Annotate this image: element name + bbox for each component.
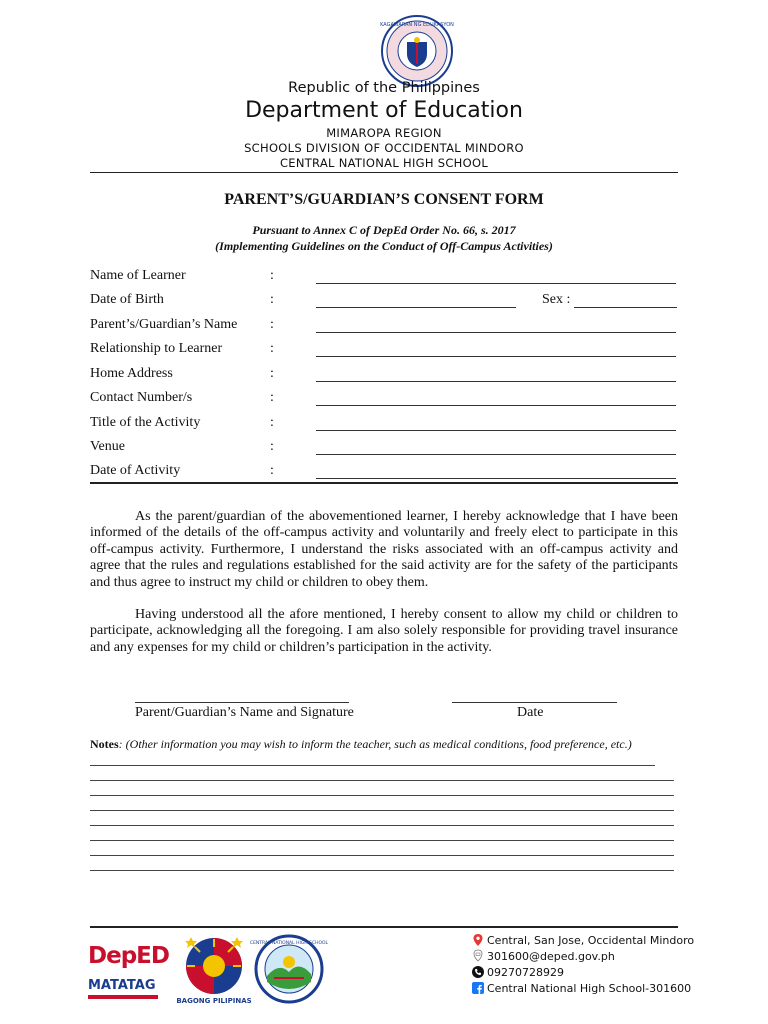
field-label-sex: Sex :: [542, 292, 571, 307]
notes-line[interactable]: [90, 810, 674, 811]
acknowledgement-paragraph: As the parent/guardian of the abovementioned learner, I hereby acknowledge that I have been informed of the details of the off-campus activity and voluntarily and freely elect to participate in this off-campus activity. Furthermore, I understand the risks associated with an off-campus activity and agree that the rules and regulations established for the said activity are for the safety of the participants and thus agree to instruct my child or children to obey them.: [90, 509, 678, 590]
date-line[interactable]: [452, 702, 617, 703]
field-label-guardian-name: Parent’s/Guardian’s Name: [90, 317, 238, 332]
republic-heading: Republic of the Philippines: [288, 80, 480, 96]
matatag-underline: [88, 995, 158, 999]
footer-divider: [90, 926, 678, 928]
contact-address: [472, 934, 694, 947]
bagong-pilipinas-text: BAGONG PILIPINAS: [176, 997, 252, 1005]
field-colon: :: [270, 415, 274, 430]
phone-text[interactable]: 09270728929: [487, 966, 564, 979]
notes-heading: [90, 737, 632, 752]
guardian-name-field[interactable]: [316, 332, 676, 333]
notes-line[interactable]: [90, 765, 655, 766]
field-label-contact-number: Contact Number/s: [90, 390, 193, 405]
field-colon: :: [270, 317, 274, 332]
notes-line[interactable]: [90, 795, 674, 796]
field-colon: :: [270, 292, 274, 307]
notes-line[interactable]: [90, 870, 674, 871]
signature-label: Parent/Guardian’s Name and Signature: [135, 705, 354, 720]
consent-paragraph: Having understood all the afore mentioned, I hereby consent to allow my child or children to participate, acknowledging all the foregoing. I am also solely responsible for providing travel insurance and any expenses for my child or children’s participation in the activity.: [90, 607, 678, 655]
signature-line[interactable]: [135, 702, 349, 703]
name-of-learner-field[interactable]: [316, 283, 676, 284]
contact-facebook: [472, 982, 691, 995]
email-text[interactable]: 301600@deped.gov.ph: [487, 950, 615, 963]
date-of-activity-field[interactable]: [316, 478, 676, 479]
phone-icon: [472, 966, 484, 978]
date-of-birth-field[interactable]: [316, 307, 516, 308]
header-divider: [90, 172, 678, 173]
notes-line[interactable]: [90, 825, 674, 826]
contact-phone: [472, 966, 564, 979]
fields-divider: [90, 482, 678, 484]
svg-text:CENTRAL NATIONAL HIGH SCHOOL: CENTRAL NATIONAL HIGH SCHOOL: [249, 941, 329, 946]
contact-number-field[interactable]: [316, 405, 676, 406]
field-label-date-of-birth: Date of Birth: [90, 292, 164, 307]
form-subtitle-guidelines: (Implementing Guidelines on the Conduct of Off-Campus Activities): [215, 239, 553, 253]
deped-matatag-logo: [88, 938, 172, 1008]
location-pin-icon: [472, 934, 484, 946]
field-label-venue: Venue: [90, 439, 125, 454]
notes-line[interactable]: [90, 780, 674, 781]
region-heading: MIMAROPA REGION: [326, 126, 442, 140]
notes-label: Notes: [90, 737, 119, 751]
activity-title-field[interactable]: [316, 430, 676, 431]
division-heading: SCHOOLS DIVISION OF OCCIDENTAL MINDORO: [244, 141, 524, 155]
field-label-name-of-learner: Name of Learner: [90, 268, 186, 283]
field-label-home-address: Home Address: [90, 366, 173, 381]
field-colon: :: [270, 268, 274, 283]
facebook-text[interactable]: Central National High School-301600: [487, 982, 692, 995]
field-label-relationship: Relationship to Learner: [90, 341, 223, 356]
sex-field[interactable]: [574, 307, 677, 308]
deped-wordmark: DepED: [88, 943, 169, 969]
field-colon: :: [270, 341, 274, 356]
home-address-field[interactable]: [316, 381, 676, 382]
date-label: Date: [517, 705, 544, 720]
school-heading: CENTRAL NATIONAL HIGH SCHOOL: [279, 156, 489, 170]
notes-hint: : (Other information you may wish to inform the teacher, such as medical conditions, food preference, etc.): [118, 737, 632, 751]
relationship-field[interactable]: [316, 356, 676, 357]
notes-line[interactable]: [90, 840, 674, 841]
field-label-activity-title: Title of the Activity: [90, 415, 201, 430]
department-heading: Department of Education: [245, 98, 523, 123]
venue-field[interactable]: [316, 454, 676, 455]
field-label-date-of-activity: Date of Activity: [90, 463, 181, 478]
svg-text:KAGAWARAN NG EDUKASYON: KAGAWARAN NG EDUKASYON: [380, 22, 454, 28]
field-colon: :: [270, 463, 274, 478]
form-title: PARENT’S/GUARDIAN’S CONSENT FORM: [224, 191, 544, 208]
matatag-wordmark: MATATAG: [88, 978, 156, 993]
email-icon: [472, 950, 484, 962]
field-colon: :: [270, 439, 274, 454]
form-subtitle-order: Pursuant to Annex C of DepEd Order No. 66, s. 2017: [252, 223, 516, 237]
contact-email: [472, 950, 615, 963]
address-text: Central, San Jose, Occidental Mindoro: [487, 934, 695, 947]
field-colon: :: [270, 366, 274, 381]
field-colon: :: [270, 390, 274, 405]
school-seal: [249, 934, 329, 1004]
bagong-pilipinas-logo: [175, 933, 253, 1011]
deped-seal: [380, 14, 454, 88]
facebook-icon: [472, 982, 484, 994]
notes-line[interactable]: [90, 855, 674, 856]
